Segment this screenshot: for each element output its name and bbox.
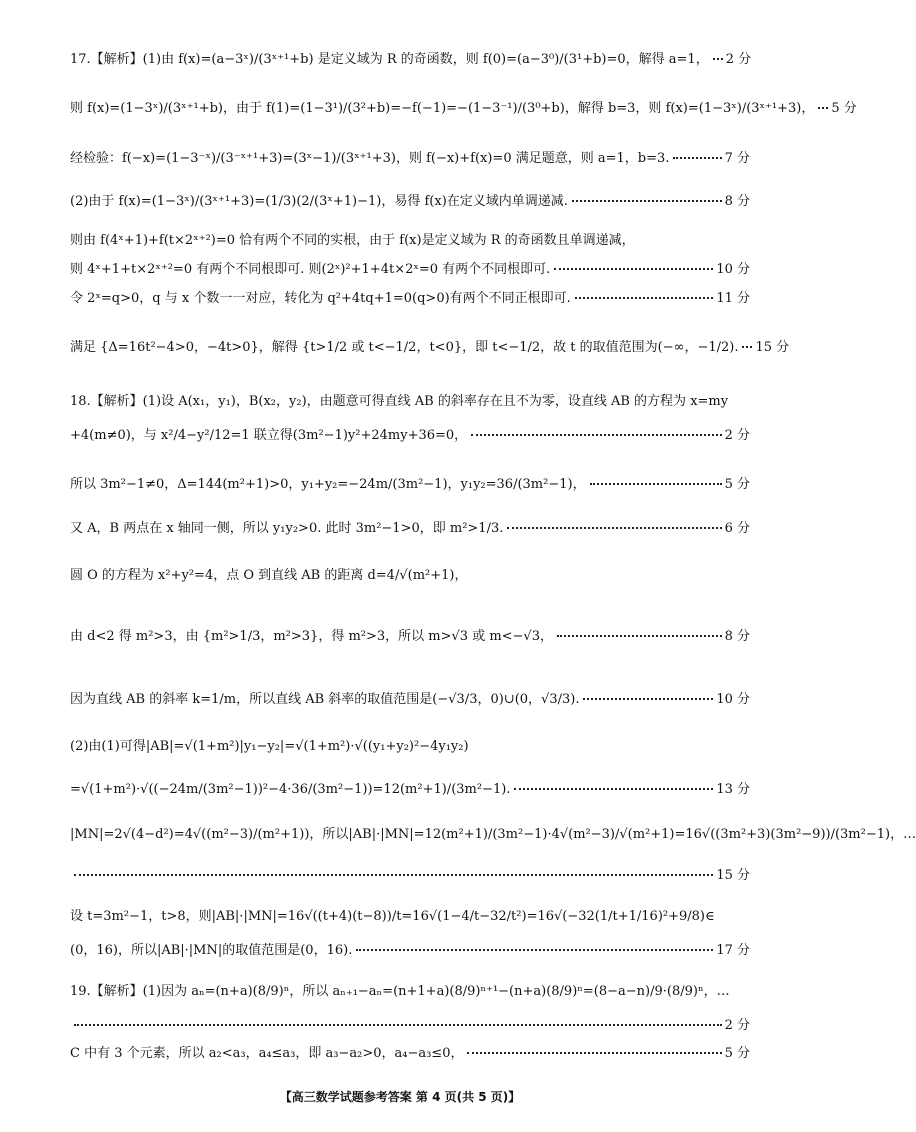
- line-text: 所以 3m²−1≠0，Δ=144(m²+1)>0，y₁+y₂=−24m/(3m²−1)，y₁y₂=36/(3m²−1)，: [70, 477, 586, 492]
- line-text: |MN|=2√(4−d²)=4√((m²−3)/(m²+1))，所以|AB|·|MN|=12(m²+1)/(3m²−1)·4√(m²−3)/√(m²+1)=16√((3m²+3)(3m²−9))/(3m²−1)，…: [70, 827, 916, 842]
- line-text: 经检验：f(−x)=(1−3⁻ˣ)/(3⁻ˣ⁺¹+3)=(3ˣ−1)/(3ˣ⁺¹+3)，则 f(−x)+f(x)=0 满足题意，则 a=1，b=3.: [70, 151, 670, 166]
- line-19-3: [70, 1045, 750, 1063]
- dot-leader: [356, 949, 713, 951]
- score: 13 分: [716, 782, 750, 797]
- score: 7 分: [724, 151, 750, 166]
- dot-leader: [471, 434, 721, 436]
- line-text: 17.【解析】(1)由 f(x)=(a−3ˣ)/(3ˣ⁺¹+b) 是定义域为 R 的奇函数，则 f(0)=(a−3⁰)/(3¹+b)=0，解得 a=1，: [70, 52, 709, 67]
- line-18-8: [70, 738, 750, 756]
- line-text: 令 2ˣ=q>0，q 与 x 个数一一对应，转化为 q²+4tq+1=0(q>0)有两个不同正根即可.: [70, 291, 571, 306]
- line-text: 满足 {Δ=16t²−4>0，−4t>0}，解得 {t>1/2 或 t<−1/2，t<0}，即 t<−1/2，故 t 的取值范围为(−∞，−1/2).: [70, 340, 739, 355]
- line-17-6: [70, 261, 750, 279]
- score: 2 分: [724, 428, 750, 443]
- score: 8 分: [724, 194, 750, 209]
- dot-leader: [507, 527, 721, 529]
- line-18-10: [70, 826, 916, 844]
- dot-leader: [74, 874, 713, 876]
- line-17-5: [70, 232, 750, 250]
- line-text: 18.【解析】(1)设 A(x₁，y₁)，B(x₂，y₂)，由题意可得直线 AB 的斜率存在且不为零，设直线 AB 的方程为 x=my: [70, 394, 729, 409]
- line-text: +4(m≠0)，与 x²/4−y²/12=1 联立得(3m²−1)y²+24my+36=0，: [70, 428, 468, 443]
- line-17-3: [70, 150, 750, 168]
- line-17-8: [70, 339, 790, 357]
- dot-leader: [575, 297, 714, 299]
- line-text: 则 f(x)=(1−3ˣ)/(3ˣ⁺¹+b)，由于 f(1)=(1−3¹)/(3²+b)=−f(−1)=−(1−3⁻¹)/(3⁰+b)，解得 b=3，则 f(x)=(1−3ˣ)/(3ˣ⁺¹+3)，: [70, 101, 815, 116]
- score: 5 分: [724, 477, 750, 492]
- line-text: 则由 f(4ˣ+1)+f(t×2ˣ⁺²)=0 恰有两个不同的实根，由于 f(x)是定义域为 R 的奇函数且单调递减，: [70, 233, 635, 248]
- line-text: =√(1+m²)·√((−24m/(3m²−1))²−4·36/(3m²−1))=12(m²+1)/(3m²−1).: [70, 782, 511, 797]
- dot-leader: [583, 698, 713, 700]
- line-18-4: [70, 520, 750, 538]
- line-18-7: [70, 691, 750, 709]
- line-17-4: [70, 193, 750, 211]
- line-17-7: [70, 290, 750, 308]
- score: 6 分: [724, 521, 750, 536]
- dot-leader: [713, 58, 723, 60]
- dot-leader: [467, 1052, 721, 1054]
- line-17-2: [70, 100, 857, 118]
- line-text: 又 A，B 两点在 x 轴同一侧，所以 y₁y₂>0. 此时 3m²−1>0，即 m²>1/3.: [70, 521, 504, 536]
- score: 10 分: [716, 692, 750, 707]
- line-text: 设 t=3m²−1，t>8，则|AB|·|MN|=16√((t+4)(t−8))/t=16√(1−4/t−32/t²)=16√(−32(1/t+1/16)²+9/8)∈: [70, 909, 715, 924]
- dot-leader: [554, 268, 713, 270]
- score: 5 分: [724, 1046, 750, 1061]
- line-text: 19.【解析】(1)因为 aₙ=(n+a)(8/9)ⁿ，所以 aₙ₊₁−aₙ=(n+1+a)(8/9)ⁿ⁺¹−(n+a)(8/9)ⁿ=(8−a−n)/9·(8/9)ⁿ，…: [70, 984, 730, 999]
- score: 15 分: [716, 868, 750, 883]
- line-text: (2)由于 f(x)=(1−3ˣ)/(3ˣ⁺¹+3)=(1/3)(2/(3ˣ+1)−1)，易得 f(x)在定义域内单调递减.: [70, 194, 568, 209]
- line-18-12: [70, 908, 750, 926]
- line-19-1: [70, 983, 750, 1001]
- line-18-1: [70, 393, 750, 411]
- dot-leader: [673, 157, 721, 159]
- dot-leader: [590, 483, 722, 485]
- dot-leader: [74, 1024, 722, 1026]
- score: 11 分: [716, 291, 750, 306]
- score: 17 分: [716, 943, 750, 958]
- dot-leader: [818, 107, 828, 109]
- dot-leader: [557, 635, 722, 637]
- line-19-2: [70, 1017, 750, 1035]
- line-18-11: [70, 867, 750, 885]
- score: 10 分: [716, 262, 750, 277]
- line-18-9: [70, 781, 750, 799]
- line-18-5: [70, 567, 750, 585]
- line-text: (2)由(1)可得|AB|=√(1+m²)|y₁−y₂|=√(1+m²)·√((y₁+y₂)²−4y₁y₂): [70, 739, 469, 754]
- line-18-3: [70, 476, 750, 494]
- line-18-13: [70, 942, 750, 960]
- page-footer: 【高三数学试题参考答案 第 4 页(共 5 页)】: [279, 1090, 521, 1104]
- line-text: C 中有 3 个元素，所以 a₂<a₃，a₄≤a₃，即 a₃−a₂>0，a₄−a₃≤0，: [70, 1046, 464, 1061]
- line-text: 圆 O 的方程为 x²+y²=4，点 O 到直线 AB 的距离 d=4/√(m²+1)，: [70, 568, 468, 583]
- dot-leader: [514, 788, 713, 790]
- score: 8 分: [724, 629, 750, 644]
- line-text: 因为直线 AB 的斜率 k=1/m，所以直线 AB 斜率的取值范围是(−√3/3，0)∪(0，√3/3).: [70, 692, 580, 707]
- score: 2 分: [725, 52, 752, 67]
- line-text: 由 d<2 得 m²>3，由 {m²>1/3，m²>3}，得 m²>3，所以 m>√3 或 m<−√3，: [70, 629, 553, 644]
- dot-leader: [572, 200, 722, 202]
- score: 15 分: [755, 340, 790, 355]
- score: 2 分: [724, 1018, 750, 1033]
- dot-leader: [742, 346, 752, 348]
- score: 5 分: [831, 101, 857, 116]
- line-18-6: [70, 628, 750, 646]
- line-17-1: [70, 51, 750, 69]
- line-text: 则 4ˣ+1+t×2ˣ⁺²=0 有两个不同根即可. 则(2ˣ)²+1+4t×2ˣ=0 有两个不同根即可.: [70, 262, 551, 277]
- line-18-2: [70, 427, 750, 445]
- line-text: (0，16)，所以|AB|·|MN|的取值范围是(0，16).: [70, 943, 353, 958]
